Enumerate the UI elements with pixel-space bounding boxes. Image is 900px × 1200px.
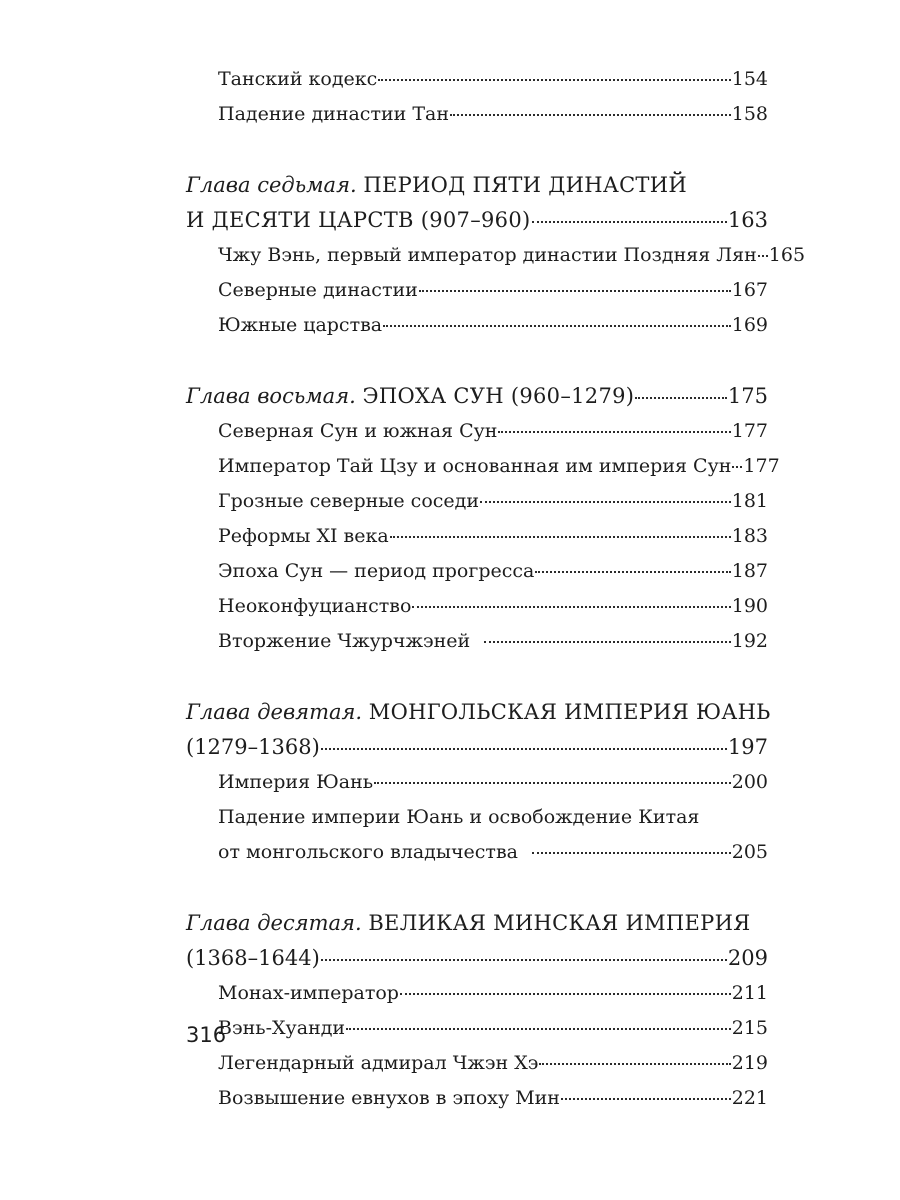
- chapter-heading: [186, 379, 768, 414]
- entry-page: 221: [731, 1087, 768, 1109]
- toc-entry: [186, 765, 768, 800]
- dot-leader: [758, 255, 768, 257]
- dot-leader: [539, 1063, 730, 1065]
- entry-page: 177: [743, 455, 780, 477]
- entry-title: Танский кодекс: [218, 68, 378, 90]
- entry-title: Северные династии: [218, 279, 418, 301]
- chapter-label: Глава девятая.: [186, 700, 363, 724]
- chapter-page: 209: [727, 946, 768, 970]
- chapter-page: 163: [727, 208, 768, 232]
- dot-leader: [498, 431, 730, 433]
- chapter-heading: [186, 168, 768, 203]
- toc-entry: [186, 1011, 768, 1046]
- dot-leader: [732, 466, 742, 468]
- entry-title: Вэнь-Хуанди: [218, 1017, 346, 1039]
- entry-page: 190: [731, 595, 768, 617]
- toc-entry: [186, 62, 768, 97]
- dot-leader: [484, 641, 731, 643]
- dot-leader: [383, 325, 731, 327]
- chapter-label: Глава восьмая.: [186, 384, 356, 408]
- entry-page: 167: [731, 279, 768, 301]
- chapter-heading-line2: [186, 203, 768, 238]
- entry-title: Южные царства: [218, 314, 383, 336]
- entry-title: Северная Сун и южная Сун: [218, 420, 498, 442]
- chapter-title: ВЕЛИКАЯ МИНСКАЯ ИМПЕРИЯ: [368, 911, 751, 935]
- page-number: 316: [186, 1023, 227, 1047]
- chapter-heading-line2: [186, 941, 768, 976]
- chapter-page: 175: [727, 384, 768, 408]
- entry-title: Эпоха Сун — период прогресса: [218, 560, 535, 582]
- dot-leader: [321, 959, 727, 961]
- table-of-contents: [186, 62, 806, 1116]
- toc-entry: [186, 449, 780, 484]
- dot-leader: [346, 1028, 731, 1030]
- dot-leader: [412, 606, 730, 608]
- dot-leader: [561, 1098, 731, 1100]
- dot-leader: [535, 571, 730, 573]
- chapter-heading: [186, 695, 771, 730]
- entry-page: 215: [731, 1017, 768, 1039]
- entry-title: Император Тай Цзу и основанная им империя Сун: [218, 455, 732, 477]
- chapter-title-continued: (1368–1644): [186, 946, 320, 970]
- toc-entry: [186, 624, 768, 659]
- dot-leader: [532, 852, 731, 854]
- toc-entry: [186, 308, 768, 343]
- dot-leader: [400, 993, 731, 995]
- dot-leader: [390, 536, 731, 538]
- toc-entry: [186, 589, 768, 624]
- dot-leader: [532, 221, 727, 223]
- dot-leader: [321, 748, 727, 750]
- entry-page: 158: [731, 103, 768, 125]
- entry-page: 219: [731, 1052, 768, 1074]
- entry-page: 181: [731, 490, 768, 512]
- entry-page: 165: [768, 244, 806, 266]
- toc-entry: [186, 97, 768, 132]
- entry-page: 192: [731, 630, 768, 652]
- entry-title: Вторжение Чжурчжэней: [218, 630, 471, 652]
- chapter-label: Глава седьмая.: [186, 173, 357, 197]
- chapter-heading: [186, 906, 768, 941]
- entry-title-line2: от монгольского владычества: [218, 841, 518, 863]
- entry-page: 154: [731, 68, 768, 90]
- entry-title: Возвышение евнухов в эпоху Мин: [218, 1087, 560, 1109]
- toc-entry: [186, 554, 768, 589]
- entry-page: 211: [731, 982, 768, 1004]
- entry-title: Империя Юань: [218, 771, 374, 793]
- entry-title: Монах-император: [218, 982, 399, 1004]
- entry-title: Неоконфуцианство: [218, 595, 412, 617]
- entry-title: Чжу Вэнь, первый император династии Поздняя Лян: [218, 244, 757, 266]
- toc-entry: [186, 1081, 768, 1116]
- entry-title: Реформы XI века: [218, 525, 389, 547]
- toc-entry: [186, 238, 806, 273]
- dot-leader: [419, 290, 731, 292]
- chapter-title: ПЕРИОД ПЯТИ ДИНАСТИЙ: [363, 173, 687, 197]
- dot-leader: [378, 79, 730, 81]
- dot-leader: [480, 501, 731, 503]
- toc-entry: [186, 835, 768, 870]
- entry-page: 183: [731, 525, 768, 547]
- chapter-page: 197: [727, 735, 768, 759]
- dot-leader: [374, 782, 731, 784]
- entry-title: Легендарный адмирал Чжэн Хэ: [218, 1052, 539, 1074]
- chapter-title: ЭПОХА СУН (960–1279): [362, 384, 635, 408]
- chapter-heading-line2: [186, 730, 768, 765]
- entry-page: 187: [731, 560, 768, 582]
- chapter-title: МОНГОЛЬСКАЯ ИМПЕРИЯ ЮАНЬ: [368, 700, 771, 724]
- toc-entry: [186, 1046, 768, 1081]
- dot-leader: [635, 397, 727, 399]
- chapter-label: Глава десятая.: [186, 911, 362, 935]
- entry-title: Грозные северные соседи: [218, 490, 479, 512]
- entry-page: 205: [731, 841, 768, 863]
- toc-entry: [186, 484, 768, 519]
- entry-title: Падение династии Тан: [218, 103, 449, 125]
- chapter-title-continued: (1279–1368): [186, 735, 320, 759]
- entry-page: 200: [731, 771, 768, 793]
- toc-entry: [186, 519, 768, 554]
- toc-entry: [186, 976, 768, 1011]
- dot-leader: [450, 114, 731, 116]
- entry-title-line1: Падение империи Юань и освобождение Китая: [218, 806, 700, 828]
- chapter-title-continued: И ДЕСЯТИ ЦАРСТВ (907–960): [186, 208, 531, 232]
- entry-page: 177: [731, 420, 768, 442]
- toc-entry: [186, 273, 768, 308]
- entry-page: 169: [731, 314, 768, 336]
- toc-entry: [186, 414, 768, 449]
